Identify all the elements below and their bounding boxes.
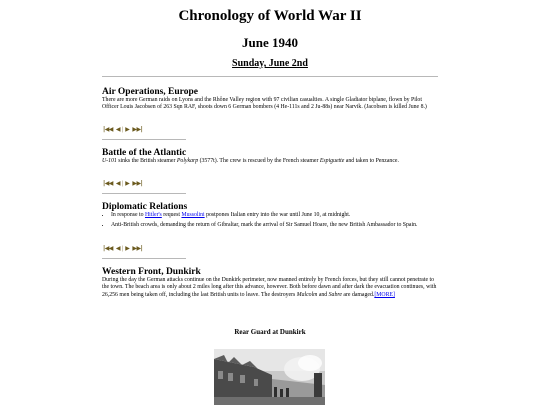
text-span: In response to <box>111 212 145 218</box>
next-button[interactable]: ▶ <box>125 245 130 252</box>
list-item <box>111 212 438 219</box>
last-button[interactable]: ▶▶| <box>132 126 143 133</box>
nav-separator: | <box>122 126 124 133</box>
text-span: (3577t). The crew is rescued by the French steamer <box>198 158 320 164</box>
ship-name: Sabre <box>328 291 342 298</box>
nav-buttons <box>102 180 143 187</box>
dunkirk-photo <box>214 349 325 405</box>
uboat-name: U-101 <box>102 158 117 164</box>
nav-buttons <box>102 245 143 252</box>
bullet-list <box>102 212 438 230</box>
section-text: There are more German raids on Lyons and the Rhône Valley region with 97 civilian casualties. A single Gladiator biplane, flown by Pilot Officer Louis Jacobsen of 263 Sqn RAF, shoots down 6 German bombers (4 He-111s and 2 Ju-88s) near Narvik. (Jacobsen is killed June 8.) <box>102 97 427 111</box>
nav-separator: | <box>122 180 124 187</box>
site-title: Chronology of World War II <box>178 8 362 24</box>
text-span: and taken to Penzance. <box>344 158 399 164</box>
divider <box>102 76 438 77</box>
section-heading: Battle of the Atlantic <box>102 148 187 158</box>
mussolini-link[interactable]: Mussolini <box>181 212 205 218</box>
ship-name: Polykarp <box>176 158 199 164</box>
section-heading: Diplomatic Relations <box>102 202 188 212</box>
text-span: During the day the German attacks continue on the Dunkirk perimeter, now manned entirely by French forces, but they still cannot penetrate to the town. The beach area is only about 2 miles long after this advance, however. Both before dawn and after dark the evacuation continues, with 26,256 men being taken off, including the last British units to leave. The destroyers <box>102 277 437 298</box>
divider <box>102 193 186 194</box>
first-button[interactable]: |◀◀ <box>103 180 113 187</box>
prev-button[interactable]: ◀ <box>115 126 121 133</box>
section-air-operations <box>102 87 438 112</box>
text-span: request <box>161 212 182 218</box>
section-text <box>102 277 438 299</box>
list-item: • Anti-British crowds, demanding the return of Gibraltar, mark the arrival of Sir Samuel Hoare, the new British Ambassador to Spain. <box>111 222 438 229</box>
next-button[interactable]: ▶ <box>125 126 130 133</box>
nav-separator: | <box>122 245 124 252</box>
date-heading: Sunday, June 2nd <box>232 58 308 69</box>
text-span: are damaged. <box>341 291 375 298</box>
section-heading: Western Front, Dunkirk <box>102 267 201 277</box>
month-heading: June 1940 <box>242 35 298 50</box>
divider <box>102 139 186 140</box>
section-text <box>102 158 438 165</box>
text-span: and <box>317 291 329 298</box>
last-button[interactable]: ▶▶| <box>132 180 143 187</box>
section-heading: Air Operations, Europe <box>102 87 198 97</box>
nav-buttons <box>102 126 143 133</box>
dunkirk-photo-image <box>214 349 325 405</box>
divider <box>102 258 186 259</box>
section-battle-atlantic <box>102 148 438 165</box>
prev-button[interactable]: ◀ <box>115 245 121 252</box>
prev-button[interactable]: ◀ <box>115 180 121 187</box>
text-span: sinks the British steamer <box>116 158 177 164</box>
photo-caption: Rear Guard at Dunkirk <box>234 328 306 336</box>
more-link[interactable]: [MORE] <box>374 291 395 298</box>
hitler-link[interactable]: Hitler's <box>144 212 162 218</box>
last-button[interactable]: ▶▶| <box>132 245 143 252</box>
first-button[interactable]: |◀◀ <box>103 245 113 252</box>
ship-name: Malcolm <box>296 291 318 298</box>
next-button[interactable]: ▶ <box>125 180 130 187</box>
text-span: postpones Italian entry into the war until June 10, at midnight. <box>204 212 351 218</box>
first-button[interactable]: |◀◀ <box>103 126 113 133</box>
ship-name: Espiguette <box>319 158 345 164</box>
section-diplomatic <box>102 202 438 233</box>
section-western-front <box>102 267 438 299</box>
